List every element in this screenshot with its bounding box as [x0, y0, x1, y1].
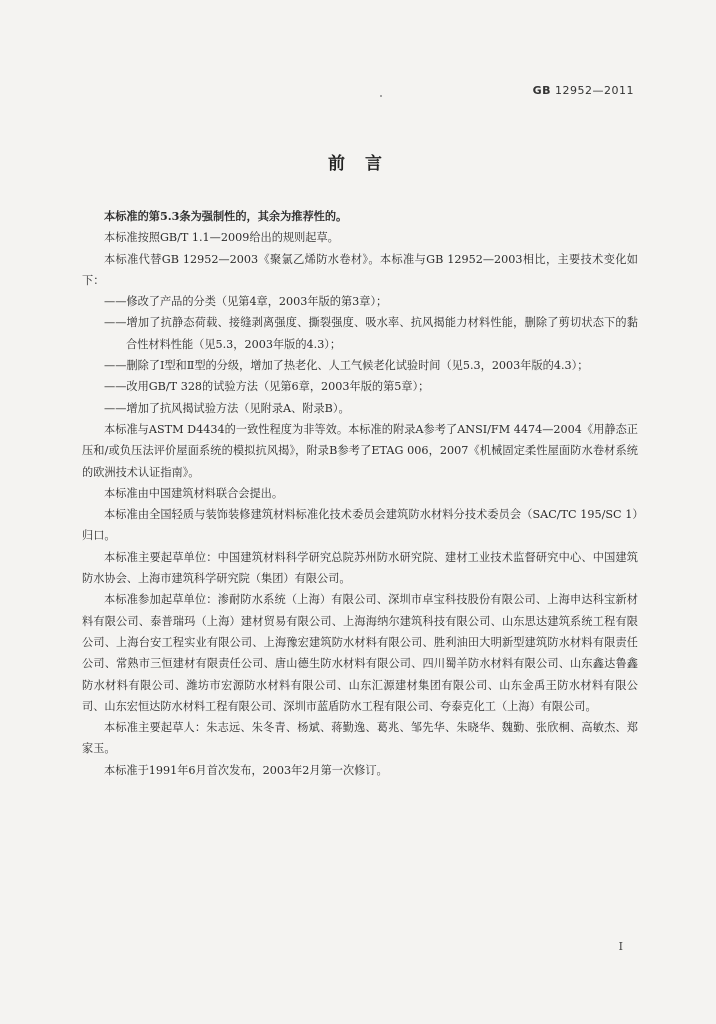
- foreword-body: [82, 206, 638, 781]
- paragraph-history: 本标准于1991年6月首次发布，2003年2月第一次修订。: [104, 763, 388, 777]
- standard-code-number: 12952—2011: [555, 84, 634, 97]
- paragraph-administered-by: 本标准由全国轻质与装饰装修建筑材料标准化技术委员会建筑防水材料分技术委员会（SAC/TC 195/SC 1）归口。: [82, 508, 638, 543]
- page-title: 前言: [328, 154, 402, 174]
- paragraph-drafting-rules: 本标准按照GB/T 1.1—2009给出的规则起草。: [104, 231, 339, 245]
- paragraph-consistency: 本标准与ASTM D4434的一致性程度为非等效。本标准的附录A参考了ANSI/FM 4474—2004《用静态正压和/或负压法评价屋面系统的模拟抗风揭》，附录B参考了ETAG 006，2007《机械固定柔性屋面防水卷材系统的欧洲技术认证指南》。: [82, 422, 638, 479]
- paragraph-main-drafters: 本标准主要起草人：朱志远、朱冬青、杨斌、蒋勤逸、葛兆、邹先华、朱晓华、魏勤、张欣桐、高敏杰、郑家玉。: [82, 721, 638, 756]
- change-item: ——删除了Ⅰ型和Ⅱ型的分级，增加了热老化、人工气候老化试验时间（见5.3，2003年版的4.3）；: [104, 359, 589, 373]
- paragraph-proposed-by: 本标准由中国建筑材料联合会提出。: [104, 486, 284, 500]
- change-item: ——增加了抗静态荷载、接缝剥离强度、撕裂强度、吸水率、抗风揭能力材料性能，删除了剪切状态下的黏合性材料性能（见5.3，2003年版的4.3）；: [104, 316, 638, 351]
- paragraph-participating-orgs: 本标准参加起草单位：渗耐防水系统（上海）有限公司、深圳市卓宝科技股份有限公司、上海申达科宝新材料有限公司、泰普瑞玛（上海）建材贸易有限公司、上海海纳尔建筑科技有限公司、山东思达建筑系统工程有限公司、上海台安工程实业有限公司、上海豫宏建筑防水材料有限公司、胜利油田大明新型建筑防水材料有限责任公司、常熟市三恒建材有限责任公司、唐山德生防水材料有限公司、四川蜀羊防水材料有限公司、山东鑫达鲁鑫防水材料有限公司、潍坊市宏源防水材料有限公司、山东汇源建材集团有限公司、山东金禹王防水材料有限公司、山东宏恒达防水材料工程有限公司、深圳市蓝盾防水工程有限公司、夸泰克化工（上海）有限公司。: [82, 593, 638, 713]
- paragraph-mandatory-clause: 本标准的第5.3条为强制性的，其余为推荐性的。: [104, 209, 348, 223]
- standard-code-prefix: GB: [532, 84, 551, 97]
- scan-speck: [380, 95, 382, 97]
- paragraph-main-drafters-orgs: 本标准主要起草单位：中国建筑材料科学研究总院苏州防水研究院、建材工业技术监督研究中心、中国建筑防水协会、上海市建筑科学研究院（集团）有限公司。: [82, 550, 638, 586]
- paragraph-replaces: 本标准代替GB 12952—2003《聚氯乙烯防水卷材》。本标准与GB 12952—2003相比，主要技术变化如下：: [82, 252, 638, 287]
- change-item: ——增加了抗风揭试验方法（见附录A、附录B）。: [104, 401, 350, 415]
- changes-list: [82, 291, 638, 419]
- standard-code: [533, 84, 634, 97]
- page-number: I: [618, 940, 623, 953]
- change-item: ——改用GB/T 328的试验方法（见第6章，2003年版的第5章）；: [104, 380, 430, 394]
- change-item: ——修改了产品的分类（见第4章，2003年版的第3章）；: [104, 295, 388, 309]
